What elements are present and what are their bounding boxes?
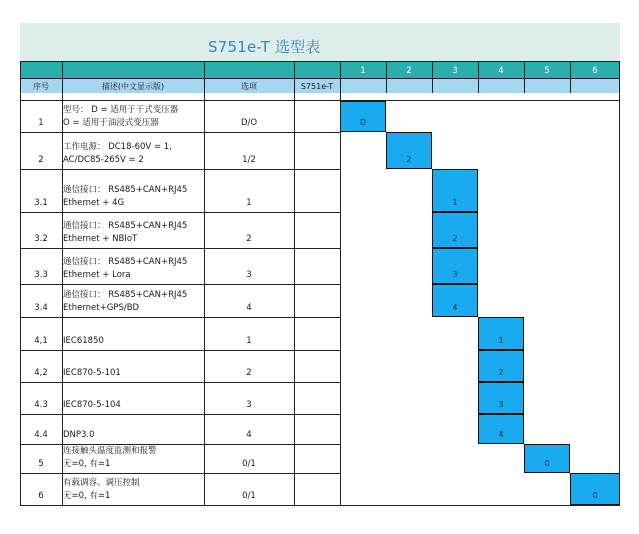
grid-line	[20, 382, 340, 383]
header-col-6: 6	[592, 66, 598, 76]
row-desc-line2: IEC870-5-104	[63, 400, 121, 410]
grid-line	[20, 444, 340, 445]
row-option: 2	[246, 234, 252, 244]
row-desc-line1: 工作电源： DC18-60V = 1,	[63, 142, 172, 152]
row-option: 1/2	[242, 155, 256, 165]
row-seq: 2	[38, 155, 44, 165]
row-desc-line2: Ethernet + 4G	[63, 198, 125, 208]
row-desc-line1: 通信接口： RS485+CAN+RJ45	[63, 257, 188, 267]
row-option: 1	[246, 198, 252, 208]
code-value: 0	[544, 459, 550, 468]
code-cell-6[interactable]	[432, 284, 478, 317]
row-seq: 6	[38, 491, 44, 501]
header-col-2: 2	[406, 66, 412, 76]
grid-line	[619, 61, 620, 506]
row-seq: 3.4	[34, 303, 48, 313]
grid-line	[204, 61, 205, 505]
row-option: 3	[246, 400, 252, 410]
grid-line	[62, 61, 63, 505]
code-value: 0	[592, 491, 598, 500]
code-value: D	[360, 118, 366, 127]
grid-line	[20, 505, 620, 506]
row-seq: 4,2	[34, 368, 48, 378]
code-value: 1	[452, 198, 458, 207]
code-value: 3	[498, 400, 504, 409]
row-desc-line2: Ethernet + Lora	[63, 270, 131, 280]
row-option: 4	[246, 430, 252, 440]
header-desc: 描述(中文显示版)	[101, 82, 165, 91]
header-col-5: 5	[544, 66, 550, 76]
row-desc-line2: O = 适用于油浸式变压器	[63, 118, 159, 128]
grid-line	[20, 473, 340, 474]
code-cell-11[interactable]	[524, 444, 570, 473]
code-cell-1[interactable]	[340, 101, 386, 132]
grid-line	[20, 61, 620, 62]
row-option: 4	[246, 303, 252, 313]
code-cell-8[interactable]	[478, 350, 524, 382]
code-value: 4	[498, 430, 504, 439]
grid-line	[478, 61, 479, 93]
row-desc-line1: 型号： D = 适用于干式变压器	[63, 105, 179, 115]
page-title: S751e-T 选型表	[208, 38, 321, 56]
grid-line	[386, 61, 387, 93]
row-option: 1	[246, 336, 252, 346]
code-cell-4[interactable]	[432, 212, 478, 248]
grid-line	[20, 414, 340, 415]
row-desc-line2: 无=0, 有=1	[63, 491, 111, 501]
grid-line	[294, 61, 295, 505]
row-desc-line1: 通信接口： RS485+CAN+RJ45	[63, 290, 188, 300]
grid-line	[20, 317, 340, 318]
grid-line	[20, 100, 620, 101]
header-option: 选项	[241, 82, 257, 91]
code-value: 1	[498, 336, 504, 345]
row-desc-line2: IEC870-5-101	[63, 368, 121, 378]
header-col-4: 4	[498, 66, 504, 76]
row-seq: 3.3	[34, 270, 48, 280]
code-cell-9[interactable]	[478, 382, 524, 414]
header-seq: 序号	[33, 82, 49, 91]
code-cell-5[interactable]	[432, 248, 478, 284]
row-desc-line1	[62, 322, 204, 335]
row-desc-line1	[62, 354, 204, 367]
row-seq: 1	[38, 118, 44, 128]
code-value: 4	[452, 303, 458, 312]
selection-table	[20, 61, 620, 511]
row-desc-line1: 通信接口： RS485+CAN+RJ45	[63, 185, 188, 195]
row-seq: 4.3	[34, 400, 48, 410]
row-desc-line1: 有载调容、调压控制	[63, 478, 140, 488]
code-value: 3	[452, 270, 458, 279]
row-seq: 4.4	[34, 430, 48, 440]
header-model: S751e-T	[300, 82, 334, 91]
row-option: 0/1	[242, 491, 256, 501]
header-col-3: 3	[452, 66, 458, 76]
row-desc-line2: 无=0, 有=1	[63, 459, 111, 469]
code-cell-12[interactable]	[570, 473, 620, 505]
row-desc-line1: 通信接口： RS485+CAN+RJ45	[63, 221, 188, 231]
code-value: 2	[498, 368, 504, 377]
title-bar	[20, 23, 620, 61]
grid-line	[432, 61, 433, 93]
code-cell-10[interactable]	[478, 414, 524, 444]
row-desc-line2: AC/DC85-265V = 2	[63, 155, 144, 165]
grid-line	[570, 61, 571, 93]
code-cell-2[interactable]	[386, 132, 432, 169]
grid-line	[20, 169, 340, 170]
row-option: 3	[246, 270, 252, 280]
grid-line	[524, 61, 525, 93]
row-seq: 3.1	[34, 198, 48, 208]
header-col-1: 1	[360, 66, 366, 76]
row-option: 2	[246, 368, 252, 378]
grid-line	[20, 248, 340, 249]
row-option: D/O	[240, 118, 258, 128]
grid-line	[20, 284, 340, 285]
grid-line	[20, 78, 620, 79]
code-cell-7[interactable]	[478, 317, 524, 350]
row-desc-line1	[62, 416, 204, 429]
row-desc-line2: DNP3.0	[63, 430, 95, 440]
grid-line	[20, 61, 21, 505]
row-seq: 4,1	[34, 336, 48, 346]
grid-line	[20, 132, 340, 133]
row-option: 0/1	[242, 459, 256, 469]
row-seq: 3.2	[34, 234, 48, 244]
title-banner	[20, 23, 620, 61]
row-desc-line2: Ethernet + NBIoT	[63, 234, 138, 244]
grid-line	[20, 350, 340, 351]
row-desc-line1	[62, 386, 204, 399]
row-seq: 5	[38, 459, 44, 469]
grid-line	[20, 212, 340, 213]
row-desc-line2: IEC61850	[63, 336, 104, 346]
code-value: 2	[452, 234, 458, 243]
code-cell-3[interactable]	[432, 169, 478, 212]
row-desc-line1: 连接触头温度监测和报警	[63, 446, 157, 456]
code-value: 2	[406, 155, 412, 164]
row-desc-line2: Ethernet+GPS/BD	[63, 303, 140, 313]
grid-line	[340, 61, 341, 505]
